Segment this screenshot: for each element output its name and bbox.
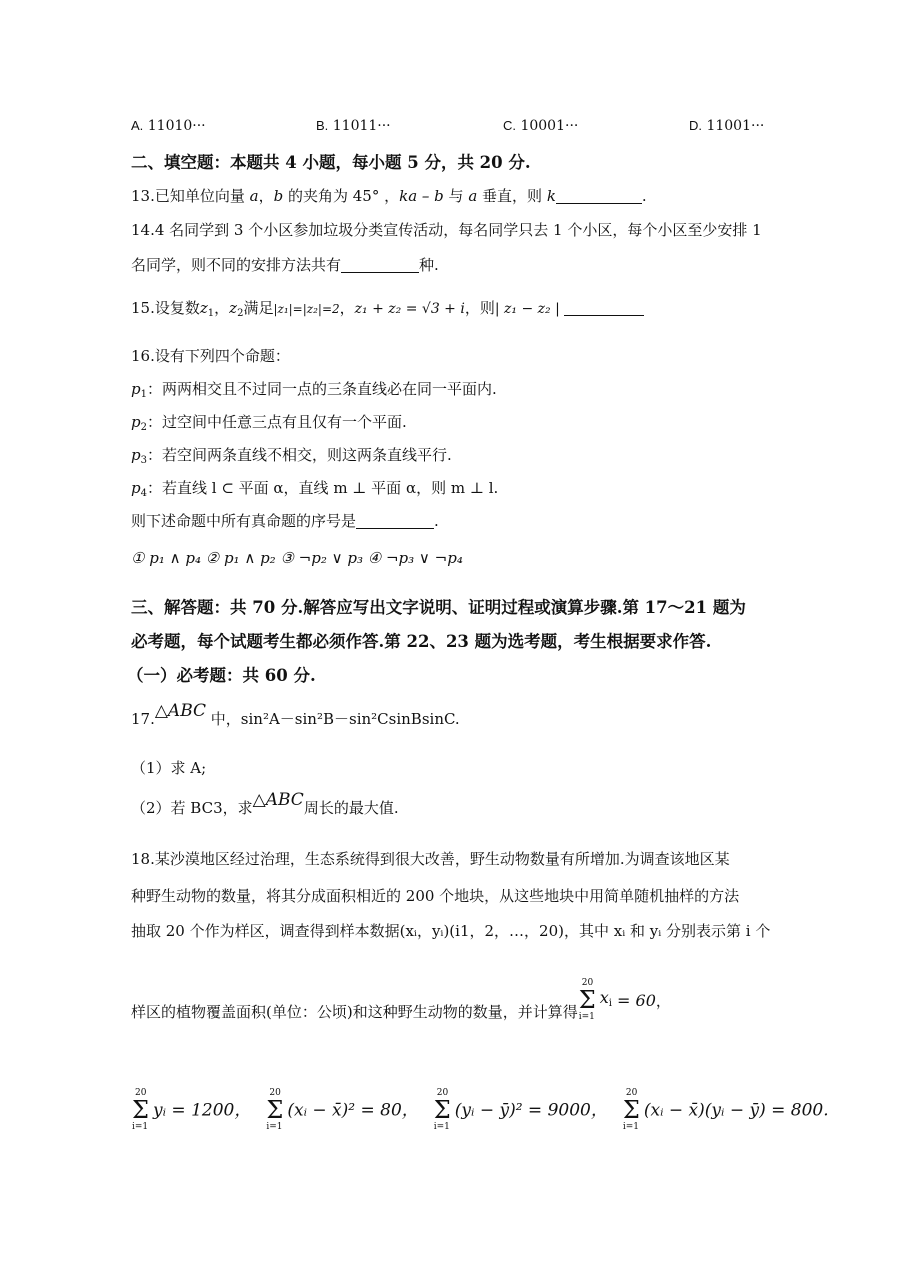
- question-14-line1: 14.4 名同学到 3 个小区参加垃圾分类宣传活动，每名同学只去 1 个小区，每个小区至少安排 1: [131, 221, 762, 239]
- question-16-choices: ① p₁ ∧ p₄ ② p₁ ∧ p₂ ③ ¬p₂ ∨ p₃ ④ ¬p₃ ∨ ¬p₄: [131, 549, 463, 567]
- sum-symbol: 20 Σ i=1: [132, 1088, 149, 1132]
- option-a: A. 11010···: [131, 118, 206, 134]
- sum-symbol: 20 Σ i=1: [578, 978, 596, 1022]
- option-c: C. 10001···: [503, 118, 579, 134]
- question-18-sums: 20 Σ i=1 yᵢ = 1200， 20 Σ i=1 (xᵢ − x̄)² = 80， 20 Σ i=1 (yᵢ − ȳ)² = 9000， 20 Σ i=1 (xᵢ − x̄)(yᵢ − ȳ) = 800.: [132, 1088, 829, 1132]
- section3-line3: （一）必考题：共 60 分.: [127, 666, 316, 685]
- option-b: B. 11011···: [316, 118, 391, 134]
- answer-blank: [564, 299, 644, 316]
- answer-blank: [341, 256, 419, 273]
- question-18-line2: 种野生动物的数量，将其分成面积相近的 200 个地块，从这些地块中用简单随机抽样的方法: [131, 887, 740, 905]
- answer-blank: [356, 512, 434, 529]
- question-13: 13.已知单位向量 a，b 的夹角为 45° ，ka – b 与 a 垂直，则 k .: [131, 187, 647, 205]
- proposition-p2: $p_2$：过空间中任意三点有且仅有一个平面.: [131, 413, 407, 433]
- sum-symbol: 20 Σ i=1: [433, 1088, 451, 1132]
- proposition-p1: $p_1$：两两相交且不过同一点的三条直线必在同一平面内.: [131, 380, 497, 400]
- proposition-p3: $p_3$：若空间两条直线不相交，则这两条直线平行.: [131, 446, 452, 466]
- sum-symbol: 20 Σ i=1: [622, 1088, 640, 1132]
- question-18-line3: 抽取 20 个作为样区，调查得到样本数据(xᵢ，yᵢ)(i1，2，…，20)，其中 xᵢ 和 yᵢ 分别表示第 i 个: [131, 922, 771, 940]
- question-16-ask: 则下述命题中所有真命题的序号是 .: [131, 512, 439, 530]
- section2-heading: 二、填空题：本题共 4 小题，每小题 5 分，共 20 分.: [131, 153, 531, 172]
- answer-blank: [556, 187, 642, 204]
- question-16-intro: 16.设有下列四个命题：: [131, 347, 290, 365]
- question-17: 17.△ABC 中，sin²A－sin²B－sin²CsinBsinC.: [131, 701, 460, 728]
- section3-line2: 必考题，每个试题考生都必须作答.第 22、23 题为选考题，考生根据要求作答.: [131, 632, 712, 651]
- question-14-line2: 名同学，则不同的安排方法共有 种.: [131, 256, 439, 274]
- question-18-line1: 18.某沙漠地区经过治理，生态系统得到很大改善，野生动物数量有所增加.为调查该地区某: [131, 850, 730, 868]
- question-17-part2: （2）若 BC3，求△ABC周长的最大值.: [131, 790, 399, 817]
- proposition-p4: $p_4$：若直线 l ⊂ 平面 α，直线 m ⊥ 平面 α，则 m ⊥ l.: [131, 479, 499, 499]
- sum-symbol: 20 Σ i=1: [266, 1088, 284, 1132]
- question-17-part1: （1）求 A;: [131, 759, 207, 777]
- section3-line1: 三、解答题：共 70 分.解答应写出文字说明、证明过程或演算步骤.第 17～21 题为: [131, 598, 746, 617]
- question-18-line4: 样区的植物覆盖面积(单位：公顷)和这种野生动物的数量，并计算得 20 Σ i=1 $x_i = 60$，: [131, 978, 671, 1022]
- option-d: D. 11001···: [689, 118, 765, 134]
- question-15: 15.设复数$z_1$，$z_2$满足|z₁|=|z₂|=2，z₁ + z₂ = √3 + i，则| z₁ − z₂ |: [131, 297, 644, 325]
